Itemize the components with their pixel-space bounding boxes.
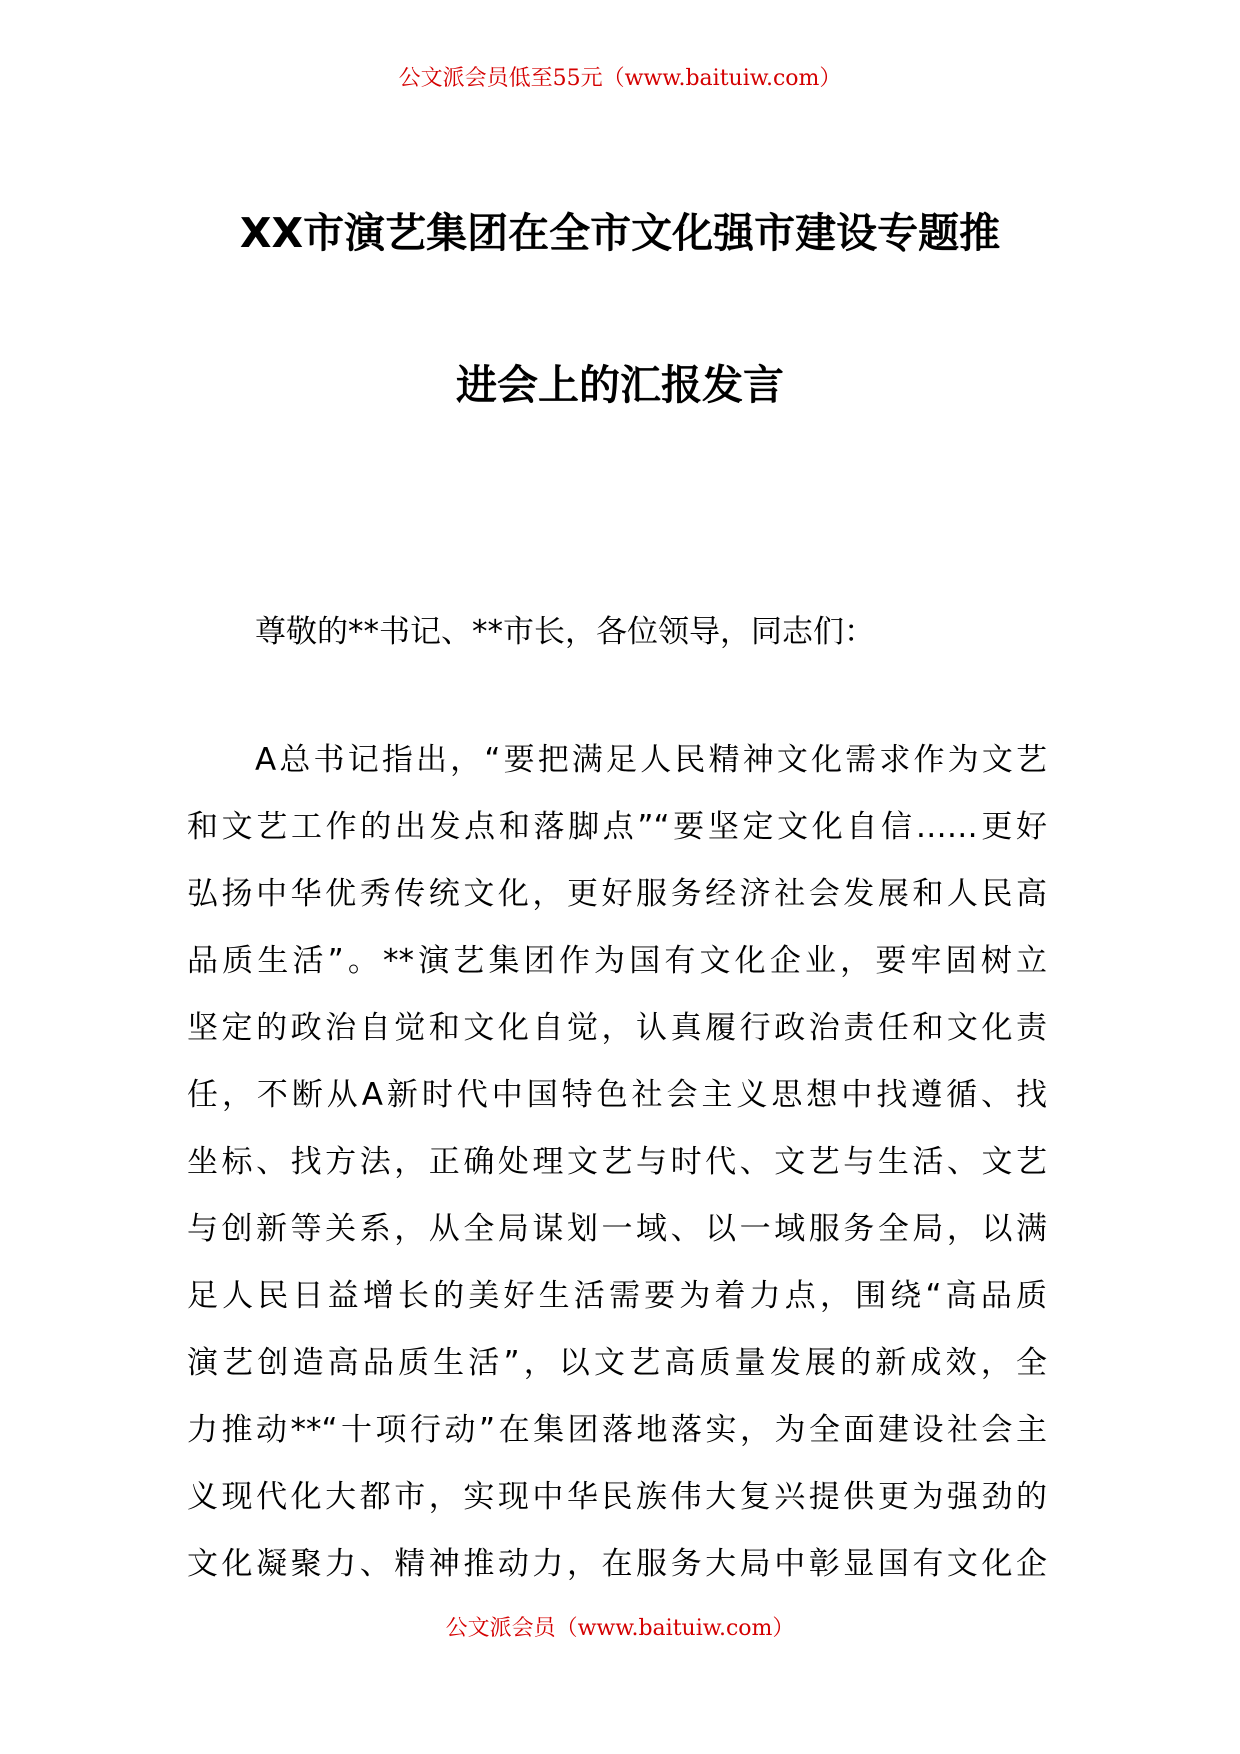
body-line: 义现代化大都市，实现中华民族伟大复兴提供更为强劲的 [187,1479,1047,1515]
body-line: 品质生活”。**演艺集团作为国有文化企业，要牢固树立 [187,943,1047,979]
body-line: 力推动**“十项行动”在集团落地落实，为全面建设社会主 [187,1412,1047,1448]
footer-banner-link[interactable]: 公文派会员（www.baituiw.com） [445,1616,795,1641]
body-line: 和文艺工作的出发点和落脚点”“要坚定文化自信……更好 [187,809,1047,845]
document-title-line-2: 进会上的汇报发言 [456,361,784,409]
body-line: 文化凝聚力、精神推动力，在服务大局中彰显国有文化企 [187,1546,1047,1582]
body-line: 演艺创造高品质生活”，以文艺高质量发展的新成效，全 [187,1345,1047,1381]
header-banner-link[interactable]: 公文派会员低至55元（www.baituiw.com） [398,66,842,91]
body-line: A总书记指出，“要把满足人民精神文化需求作为文艺 [255,742,1047,778]
document-title-line-1: XX市演艺集团在全市文化强市建设专题推 [239,209,1001,257]
salutation: 尊敬的**书记、**市长，各位领导，同志们： [255,614,875,650]
body-line: 任，不断从A新时代中国特色社会主义思想中找遵循、找 [187,1077,1047,1113]
body-line: 坐标、找方法，正确处理文艺与时代、文艺与生活、文艺 [187,1144,1047,1180]
body-line: 足人民日益增长的美好生活需要为着力点，围绕“高品质 [187,1278,1047,1314]
body-line: 坚定的政治自觉和文化自觉，认真履行政治责任和文化责 [187,1010,1047,1046]
body-line: 弘扬中华优秀传统文化，更好服务经济社会发展和人民高 [187,876,1047,912]
body-paragraph [187,738,1047,1609]
body-line: 与创新等关系，从全局谋划一域、以一域服务全局，以满 [187,1211,1047,1247]
